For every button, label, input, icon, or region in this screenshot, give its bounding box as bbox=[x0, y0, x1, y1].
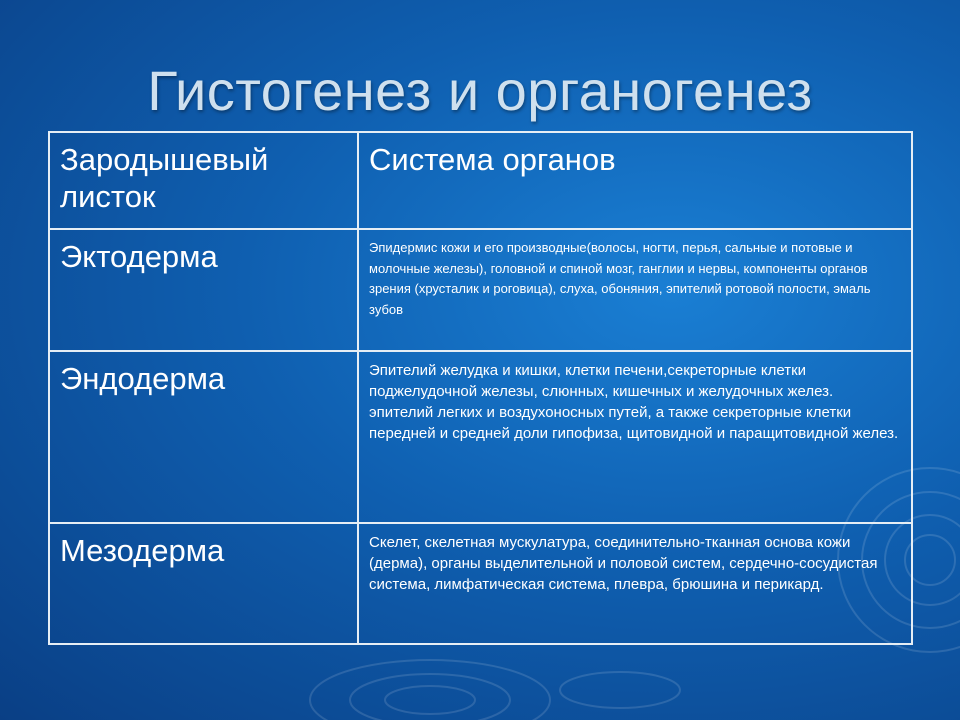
table-row-endoderm bbox=[49, 351, 912, 523]
header-germ-layer: Зародышевый листок bbox=[49, 132, 358, 229]
cell-layer-mesoderm: Мезодерма bbox=[49, 523, 358, 644]
slide-title: Гистогенез и органогенез bbox=[147, 59, 813, 122]
cell-layer-endoderm: Эндодерма bbox=[49, 351, 358, 523]
germ-layers-table bbox=[48, 131, 913, 645]
header-organ-system: Система органов bbox=[358, 132, 912, 229]
cell-systems-endoderm: Эпителий желудка и кишки, клетки печени,секреторные клетки поджелудочной железы, слюнных, кишечных и желудочных желез. эпителий легких и воздухоносных путей, а также секреторные клетки передней и средней доли гипофиза, щитовидной и паращитовидной желез. bbox=[358, 351, 912, 523]
cell-systems-mesoderm: Скелет, скелетная мускулатура, соединительно-тканная основа кожи (дерма), органы выделительной и половой систем, сердечно-сосудистая система, лимфатическая система, плевра, брюшина и перикард. bbox=[358, 523, 912, 644]
cell-systems-ectoderm: Эпидермис кожи и его производные(волосы, ногти, перья, сальные и потовые и молочные железы), головной и спиной мозг, ганглии и нервы, компоненты органов зрения (хрусталик и роговица), слуха, обоняния, эпителий ротовой полости, эмаль зубов bbox=[358, 229, 912, 351]
table-header-row bbox=[49, 132, 912, 229]
cell-layer-ectoderm: Эктодерма bbox=[49, 229, 358, 351]
table-row-ectoderm bbox=[49, 229, 912, 351]
table-row-mesoderm bbox=[49, 523, 912, 644]
